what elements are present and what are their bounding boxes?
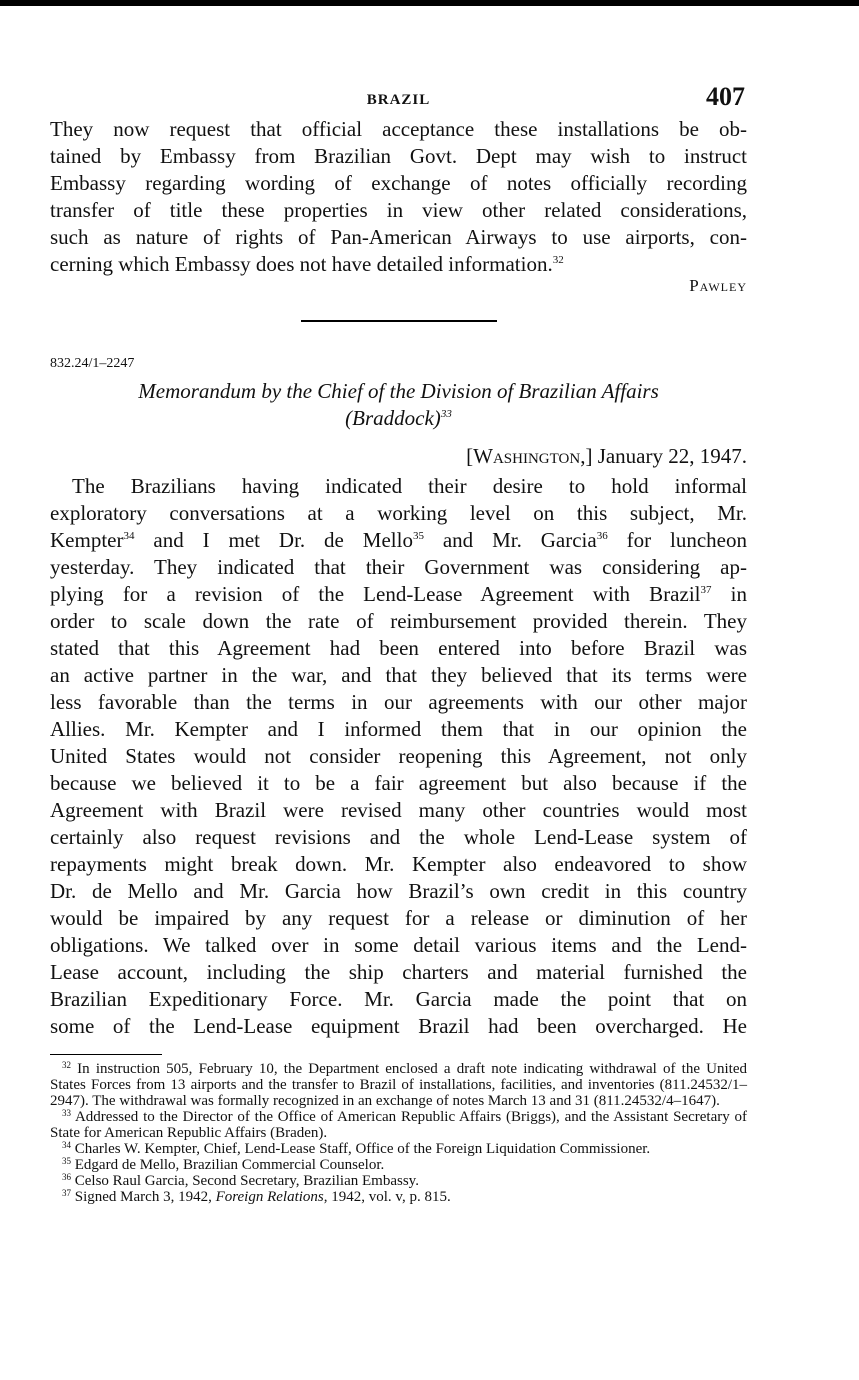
running-title: BRAZIL [366,92,431,108]
page-header [50,82,747,116]
text-line: tained by Embassy from Brazilian Govt. Dept may wish to instruct [50,144,747,168]
document-page [50,82,747,1205]
text-line: yesterday. They indicated that their Government was considering ap- [50,555,747,579]
footnote-ref: 37 [700,584,712,596]
text-line: some of the Lend-Lease equipment Brazil had been overcharged. He [50,1014,747,1038]
footnote-text: , 1942, vol. v, p. 815. [323,1189,451,1205]
footnote-text: In instruction 505, February 10, the Department enclosed a draft note indicating withdrawal of the United States Forces from 13 airports and the transfer to Brazil of installations, facilities, and inventories (811.24532/1–2947). The withdrawal was formally recognized in an exchange of notes March 13 and 31 (811.24532/4–1647). [50,1061,747,1109]
text-fragment: in [711,582,747,606]
section-divider [301,320,497,322]
text-fragment: plying for a revision of the Lend-Lease Agreement with Brazil [50,582,701,606]
text-line: The Brazilians having indicated their desire to hold informal [72,474,747,498]
footnote-divider [50,1054,162,1055]
memo-title-line [50,405,747,432]
signature: Pawley [689,276,747,295]
text-fragment: cerning which Embassy does not have detailed information. [50,252,553,276]
text-line: would be impaired by any request for a release or diminution of her [50,906,747,930]
footnote [50,1189,747,1205]
text-line: certainly also request revisions and the whole Lend-Lease system of [50,825,747,849]
footnote-text: Edgard de Mello, Brazilian Commercial Counselor. [74,1157,385,1173]
footnote-ref: 32 [552,254,564,266]
dateline [50,444,747,469]
footnote-number: 37 [62,1188,71,1198]
text-fragment: and Mr. Garcia [423,528,597,552]
text-line: such as nature of rights of Pan-American Airways to use airports, con- [50,225,747,249]
footnote-number: 32 [62,1060,71,1070]
footnote-ref: 34 [123,530,135,542]
text-line: Allies. Mr. Kempter and I informed them that in our opinion the [50,717,747,741]
text-line: order to scale down the rate of reimbursement provided therein. They [50,609,747,633]
footnote-text: Charles W. Kempter, Chief, Lend-Lease Staff, Office of the Foreign Liquidation Commissioner. [74,1141,651,1157]
footnote [50,1157,747,1173]
footnote [50,1061,747,1109]
dateline-place: [Washington,] [466,444,593,468]
page-top-border [0,0,859,6]
footnote-ref: 35 [412,530,424,542]
text-line: transfer of title these properties in view other related considerations, [50,198,747,222]
footnote [50,1141,747,1157]
footnote-number: 34 [62,1140,71,1150]
text-line: because we believed it to be a fair agreement but also because if the [50,771,747,795]
footnote-text: Celso Raul Garcia, Second Secretary, Brazilian Embassy. [74,1173,419,1189]
text-line: Agreement with Brazil were revised many other countries would most [50,798,747,822]
footnote-number: 36 [62,1172,71,1182]
footnote-text: Addressed to the Director of the Office of American Republic Affairs (Briggs), and the Assistant Secretary of State for American Republic Affairs (Braden). [50,1109,747,1141]
memo-title [50,378,747,432]
text-line: obligations. We talked over in some detail various items and the Lend- [50,933,747,957]
text-line: Embassy regarding wording of exchange of notes officially recording [50,171,747,195]
text-line: stated that this Agreement had been entered into before Brazil was [50,636,747,660]
file-number: 832.24/1–2247 [50,356,135,371]
text-line: They now request that official acceptance these installations be ob- [50,117,747,141]
text-line: Lease account, including the ship charters and material furnished the [50,960,747,984]
text-line: Brazilian Expeditionary Force. Mr. Garcia made the point that on [50,987,747,1011]
footnote-number: 33 [62,1108,71,1118]
text-line [50,581,747,608]
dateline-date: January 22, 1947. [597,444,747,468]
footnote [50,1109,747,1141]
text-line: less favorable than the terms in our agreements with our other major [50,690,747,714]
footnote-italic: Foreign Relations [215,1189,324,1205]
text-line [50,251,747,278]
memo-author: (Braddock) [345,406,441,430]
memo-title-line: Memorandum by the Chief of the Division of Brazilian Affairs [138,379,659,403]
footnote-ref: 33 [440,408,452,420]
text-line [50,527,747,554]
text-line: repayments might break down. Mr. Kempter also endeavored to show [50,852,747,876]
footnote [50,1173,747,1189]
text-fragment: for luncheon [607,528,747,552]
text-line: Dr. de Mello and Mr. Garcia how Brazil’s own credit in this country [50,879,747,903]
memo-paragraph [50,473,747,1040]
footnote-number: 35 [62,1156,71,1166]
footnote-ref: 36 [596,530,608,542]
text-line: an active partner in the war, and that they believed that its terms were [50,663,747,687]
text-fragment: and I met Dr. de Mello [134,528,413,552]
text-line: exploratory conversations at a working level on this subject, Mr. [50,501,747,525]
footnote-text: Signed March 3, 1942, [74,1189,216,1205]
telegram-closing-paragraph [50,116,747,278]
footnotes [50,1061,747,1205]
page-number: 407 [706,82,745,111]
text-fragment: Kempter [50,528,124,552]
text-line: United States would not consider reopening this Agreement, not only [50,744,747,768]
